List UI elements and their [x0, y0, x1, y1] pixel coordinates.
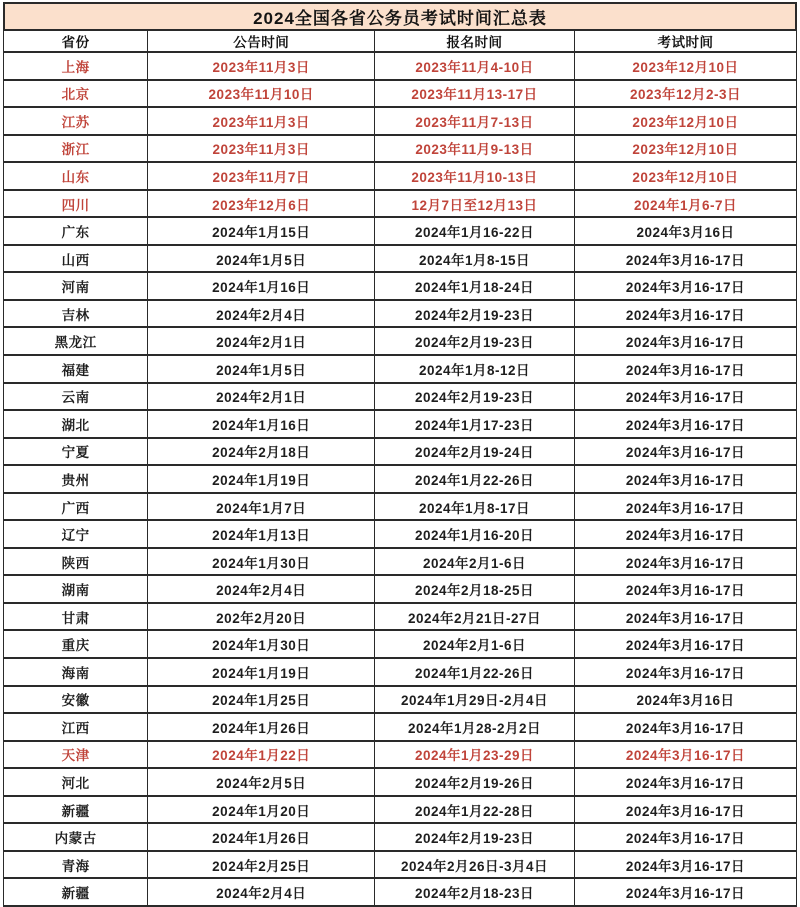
- cell-province: 贵州: [4, 465, 148, 493]
- cell-announce-date: 2024年1月30日: [148, 548, 375, 576]
- cell-announce-date: 2024年1月22日: [148, 741, 375, 769]
- cell-register-date: 2023年11月7-13日: [375, 107, 575, 135]
- cell-exam-date: 2024年3月16-17日: [574, 658, 796, 686]
- cell-exam-date: 2024年3月16-17日: [574, 823, 796, 851]
- cell-register-date: 2024年1月18-24日: [375, 272, 575, 300]
- cell-announce-date: 2024年1月26日: [148, 713, 375, 741]
- cell-register-date: 2024年1月8-17日: [375, 493, 575, 521]
- cell-province: 湖北: [4, 410, 148, 438]
- cell-province: 辽宁: [4, 520, 148, 548]
- table-row: [4, 80, 797, 108]
- table-row: [4, 493, 797, 521]
- cell-exam-date: 2024年3月16-17日: [574, 878, 796, 906]
- cell-register-date: 2024年1月16-20日: [375, 520, 575, 548]
- cell-register-date: 2024年1月22-26日: [375, 465, 575, 493]
- cell-exam-date: 2024年3月16-17日: [574, 410, 796, 438]
- cell-register-date: 12月7日至12月13日: [375, 190, 575, 218]
- cell-exam-date: 2024年3月16-17日: [574, 245, 796, 273]
- cell-register-date: 2024年1月17-23日: [375, 410, 575, 438]
- cell-announce-date: 2024年2月1日: [148, 327, 375, 355]
- cell-register-date: 2023年11月9-13日: [375, 135, 575, 163]
- table-row: [4, 383, 797, 411]
- cell-exam-date: 2024年3月16-17日: [574, 520, 796, 548]
- cell-province: 新疆: [4, 796, 148, 824]
- cell-exam-date: 2023年12月2-3日: [574, 80, 796, 108]
- cell-announce-date: 2024年1月30日: [148, 630, 375, 658]
- table-row: [4, 465, 797, 493]
- table-row: [4, 713, 797, 741]
- cell-register-date: 2024年2月18-25日: [375, 575, 575, 603]
- cell-province: 吉林: [4, 300, 148, 328]
- cell-province: 天津: [4, 741, 148, 769]
- cell-register-date: 2023年11月10-13日: [375, 162, 575, 190]
- cell-announce-date: 2024年2月1日: [148, 383, 375, 411]
- cell-register-date: 2024年2月19-23日: [375, 823, 575, 851]
- table-header-row: [4, 30, 797, 52]
- cell-province: 河北: [4, 768, 148, 796]
- table-row: [4, 327, 797, 355]
- cell-announce-date: 2024年1月5日: [148, 245, 375, 273]
- table-row: [4, 190, 797, 218]
- cell-exam-date: 2024年3月16-17日: [574, 272, 796, 300]
- table-row: [4, 410, 797, 438]
- table-row: [4, 52, 797, 80]
- table-row: [4, 823, 797, 851]
- cell-register-date: 2024年1月16-22日: [375, 217, 575, 245]
- cell-announce-date: 2024年1月7日: [148, 493, 375, 521]
- table-row: [4, 630, 797, 658]
- cell-announce-date: 2023年11月7日: [148, 162, 375, 190]
- table-row: [4, 162, 797, 190]
- table-row: [4, 135, 797, 163]
- cell-register-date: 2023年11月4-10日: [375, 52, 575, 80]
- cell-exam-date: 2024年3月16-17日: [574, 603, 796, 631]
- table-row: [4, 217, 797, 245]
- cell-announce-date: 2024年1月19日: [148, 658, 375, 686]
- table-row: [4, 796, 797, 824]
- cell-province: 甘肃: [4, 603, 148, 631]
- cell-announce-date: 2024年1月13日: [148, 520, 375, 548]
- cell-register-date: 2024年1月23-29日: [375, 741, 575, 769]
- cell-register-date: 2024年1月8-12日: [375, 355, 575, 383]
- cell-province: 北京: [4, 80, 148, 108]
- cell-announce-date: 2024年1月20日: [148, 796, 375, 824]
- cell-province: 内蒙古: [4, 823, 148, 851]
- cell-announce-date: 202年2月20日: [148, 603, 375, 631]
- table-row: [4, 658, 797, 686]
- table-row: [4, 603, 797, 631]
- cell-announce-date: 2024年1月26日: [148, 823, 375, 851]
- cell-exam-date: 2024年3月16日: [574, 217, 796, 245]
- cell-exam-date: 2023年12月10日: [574, 52, 796, 80]
- cell-register-date: 2023年11月13-17日: [375, 80, 575, 108]
- header-cell-register: 报名时间: [375, 30, 575, 52]
- header-cell-exam: 考试时间: [574, 30, 796, 52]
- cell-province: 云南: [4, 383, 148, 411]
- cell-province: 山东: [4, 162, 148, 190]
- cell-province: 湖南: [4, 575, 148, 603]
- cell-province: 广西: [4, 493, 148, 521]
- table-row: [4, 548, 797, 576]
- cell-announce-date: 2024年1月16日: [148, 272, 375, 300]
- page-title: 2024全国各省公务员考试时间汇总表: [3, 2, 797, 29]
- cell-province: 江苏: [4, 107, 148, 135]
- cell-exam-date: 2024年3月16-17日: [574, 713, 796, 741]
- cell-register-date: 2024年2月18-23日: [375, 878, 575, 906]
- table-row: [4, 272, 797, 300]
- cell-register-date: 2024年2月19-23日: [375, 327, 575, 355]
- cell-exam-date: 2024年3月16-17日: [574, 575, 796, 603]
- table-row: [4, 768, 797, 796]
- cell-announce-date: 2023年12月6日: [148, 190, 375, 218]
- cell-announce-date: 2024年2月5日: [148, 768, 375, 796]
- cell-exam-date: 2024年3月16-17日: [574, 300, 796, 328]
- cell-announce-date: 2024年2月18日: [148, 438, 375, 466]
- cell-province: 海南: [4, 658, 148, 686]
- cell-exam-date: 2024年3月16-17日: [574, 327, 796, 355]
- cell-exam-date: 2024年3月16-17日: [574, 768, 796, 796]
- cell-province: 陕西: [4, 548, 148, 576]
- cell-announce-date: 2023年11月3日: [148, 52, 375, 80]
- cell-exam-date: 2024年1月6-7日: [574, 190, 796, 218]
- cell-exam-date: 2024年3月16-17日: [574, 465, 796, 493]
- cell-exam-date: 2024年3月16日: [574, 686, 796, 714]
- cell-register-date: 2024年2月19-26日: [375, 768, 575, 796]
- cell-exam-date: 2024年3月16-17日: [574, 796, 796, 824]
- cell-province: 江西: [4, 713, 148, 741]
- cell-province: 安徽: [4, 686, 148, 714]
- table-row: [4, 245, 797, 273]
- cell-register-date: 2024年1月29日-2月4日: [375, 686, 575, 714]
- exam-table-body: [4, 52, 797, 906]
- table-row: [4, 741, 797, 769]
- cell-register-date: 2024年1月22-26日: [375, 658, 575, 686]
- cell-province: 广东: [4, 217, 148, 245]
- cell-exam-date: 2024年3月16-17日: [574, 355, 796, 383]
- table-row: [4, 438, 797, 466]
- header-cell-province: 省份: [4, 30, 148, 52]
- cell-announce-date: 2024年1月25日: [148, 686, 375, 714]
- cell-province: 四川: [4, 190, 148, 218]
- table-row: [4, 355, 797, 383]
- cell-announce-date: 2024年2月25日: [148, 851, 375, 879]
- cell-province: 山西: [4, 245, 148, 273]
- cell-province: 宁夏: [4, 438, 148, 466]
- cell-announce-date: 2024年2月4日: [148, 575, 375, 603]
- table-row: [4, 851, 797, 879]
- cell-province: 黑龙江: [4, 327, 148, 355]
- cell-announce-date: 2024年1月19日: [148, 465, 375, 493]
- cell-exam-date: 2024年3月16-17日: [574, 383, 796, 411]
- table-row: [4, 520, 797, 548]
- cell-province: 福建: [4, 355, 148, 383]
- cell-announce-date: 2024年2月4日: [148, 878, 375, 906]
- cell-register-date: 2024年2月21日-27日: [375, 603, 575, 631]
- cell-exam-date: 2024年3月16-17日: [574, 741, 796, 769]
- cell-exam-date: 2024年3月16-17日: [574, 851, 796, 879]
- cell-announce-date: 2024年1月5日: [148, 355, 375, 383]
- cell-announce-date: 2023年11月10日: [148, 80, 375, 108]
- cell-province: 上海: [4, 52, 148, 80]
- cell-exam-date: 2024年3月16-17日: [574, 493, 796, 521]
- table-row: [4, 878, 797, 906]
- cell-announce-date: 2024年1月16日: [148, 410, 375, 438]
- cell-province: 河南: [4, 272, 148, 300]
- cell-exam-date: 2024年3月16-17日: [574, 630, 796, 658]
- cell-register-date: 2024年2月19-24日: [375, 438, 575, 466]
- cell-register-date: 2024年1月22-28日: [375, 796, 575, 824]
- cell-announce-date: 2023年11月3日: [148, 107, 375, 135]
- cell-exam-date: 2023年12月10日: [574, 162, 796, 190]
- cell-province: 青海: [4, 851, 148, 879]
- table-row: [4, 300, 797, 328]
- header-cell-announce: 公告时间: [148, 30, 375, 52]
- cell-province: 重庆: [4, 630, 148, 658]
- table-row: [4, 107, 797, 135]
- cell-announce-date: 2024年1月15日: [148, 217, 375, 245]
- cell-register-date: 2024年2月26日-3月4日: [375, 851, 575, 879]
- cell-exam-date: 2024年3月16-17日: [574, 438, 796, 466]
- cell-register-date: 2024年1月8-15日: [375, 245, 575, 273]
- cell-announce-date: 2024年2月4日: [148, 300, 375, 328]
- cell-exam-date: 2024年3月16-17日: [574, 548, 796, 576]
- cell-province: 浙江: [4, 135, 148, 163]
- cell-announce-date: 2023年11月3日: [148, 135, 375, 163]
- cell-register-date: 2024年1月28-2月2日: [375, 713, 575, 741]
- cell-exam-date: 2023年12月10日: [574, 107, 796, 135]
- cell-register-date: 2024年2月19-23日: [375, 300, 575, 328]
- cell-register-date: 2024年2月1-6日: [375, 548, 575, 576]
- table-row: [4, 686, 797, 714]
- cell-register-date: 2024年2月19-23日: [375, 383, 575, 411]
- table-row: [4, 575, 797, 603]
- exam-table: [3, 29, 797, 907]
- cell-exam-date: 2023年12月10日: [574, 135, 796, 163]
- cell-province: 新疆: [4, 878, 148, 906]
- cell-register-date: 2024年2月1-6日: [375, 630, 575, 658]
